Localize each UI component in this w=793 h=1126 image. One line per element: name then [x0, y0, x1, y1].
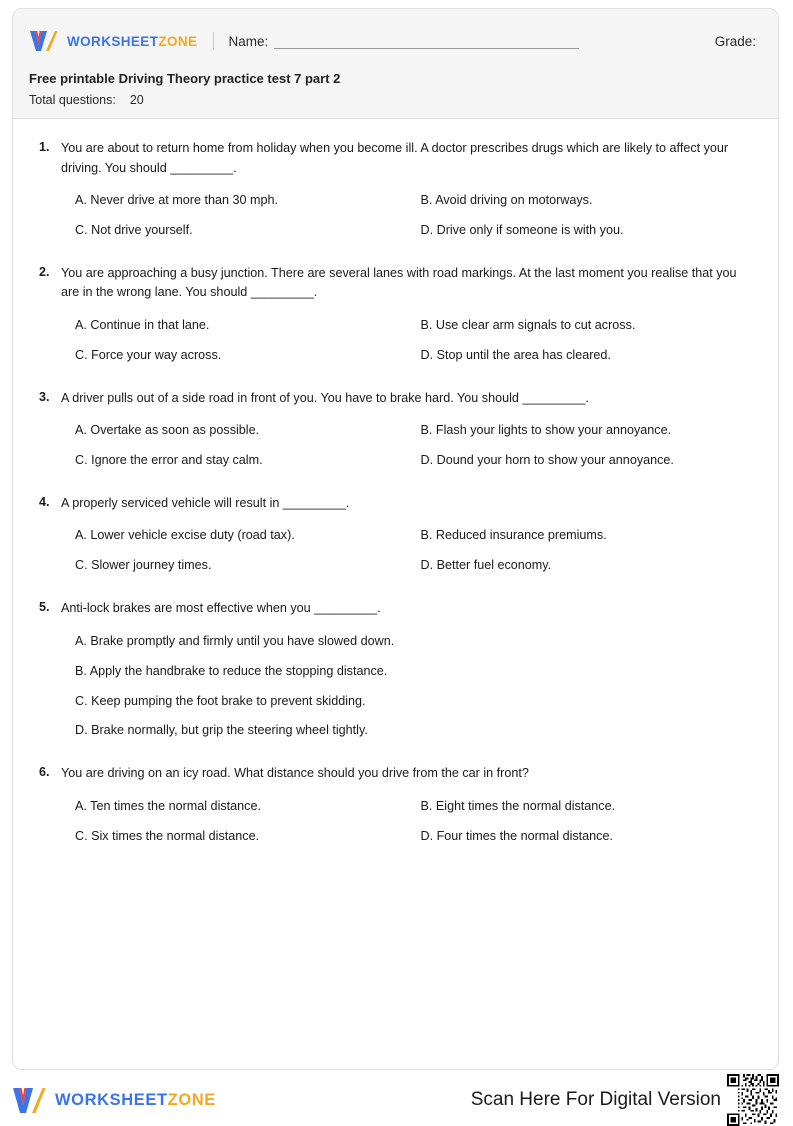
- question-content: [61, 764, 752, 851]
- question-number: 1.: [39, 140, 50, 154]
- option-a[interactable]: A. Never drive at more than 30 mph.: [75, 193, 278, 208]
- option-d[interactable]: D. Stop until the area has cleared.: [420, 347, 611, 362]
- total-questions-label: Total questions:: [29, 93, 116, 108]
- header-divider: [213, 32, 214, 50]
- question-stem: You are about to return home from holiday when you become ill. A doctor prescribes drugs which are likely to affect your driving. You should _________.: [61, 141, 729, 175]
- option-d[interactable]: D. Brake normally, but grip the steering wheel tightly.: [75, 723, 368, 738]
- option-c[interactable]: C. Force your way across.: [75, 347, 222, 362]
- option-d[interactable]: D. Four times the normal distance.: [420, 828, 613, 843]
- worksheet-card: [12, 8, 779, 1070]
- option-b[interactable]: B. Apply the handbrake to reduce the stopping distance.: [75, 663, 388, 678]
- question-item: [39, 764, 752, 851]
- option-d[interactable]: D. Dound your horn to show your annoyance.: [420, 453, 674, 468]
- option-d[interactable]: D. Better fuel economy.: [420, 558, 552, 573]
- question-number: 2.: [39, 264, 50, 279]
- name-label: Name:: [228, 34, 269, 49]
- question-content: [61, 139, 752, 246]
- name-input[interactable]: [274, 33, 579, 49]
- header-meta: [13, 59, 778, 107]
- option-d[interactable]: D. Drive only if someone is with you.: [420, 222, 624, 237]
- question-content: [61, 389, 752, 476]
- footer-logo[interactable]: [12, 1087, 216, 1114]
- question-item: [39, 264, 752, 371]
- option-a[interactable]: A. Continue in that lane.: [75, 317, 210, 332]
- questions-list: [13, 119, 778, 852]
- option-a[interactable]: A. Overtake as soon as possible.: [75, 423, 260, 438]
- option-c[interactable]: C. Keep pumping the foot brake to prevent skidding.: [75, 693, 366, 708]
- option-c[interactable]: C. Not drive yourself.: [75, 222, 193, 237]
- grade-label: Grade:: [714, 34, 756, 49]
- worksheet-zone-logo-icon: [29, 30, 59, 52]
- option-b[interactable]: B. Avoid driving on motorways.: [420, 193, 593, 208]
- question-number: 6.: [39, 765, 50, 780]
- question-stem: You are approaching a busy junction. There are several lanes with road markings. At the last moment you realise that you are in the wrong lane. You should _________.: [61, 265, 737, 300]
- logo-wordmark: [67, 34, 197, 49]
- page-title: Free printable Driving Theory practice test 7 part 2: [29, 71, 341, 86]
- question-item: [39, 494, 752, 581]
- name-field-group: [228, 33, 686, 49]
- scan-here-label: Scan Here For Digital Version: [470, 1089, 721, 1110]
- qr-code-icon[interactable]: [727, 1074, 779, 1126]
- question-content: [61, 599, 752, 746]
- question-stem: A driver pulls out of a side road in front of you. You have to brake hard. You should _________.: [61, 390, 589, 405]
- footer-logo-text-zone: ZONE: [167, 1090, 216, 1109]
- logo-text-worksheet: WORKSHEET: [67, 33, 159, 49]
- question-number: 5.: [39, 600, 50, 615]
- question-number: 4.: [39, 494, 50, 509]
- option-b[interactable]: B. Use clear arm signals to cut across.: [420, 317, 636, 332]
- option-a[interactable]: A. Ten times the normal distance.: [75, 798, 261, 813]
- option-a[interactable]: A. Lower vehicle excise duty (road tax).: [75, 528, 295, 543]
- total-questions-value: 20: [129, 93, 144, 108]
- total-questions-row: [29, 93, 762, 107]
- option-c[interactable]: C. Ignore the error and stay calm.: [75, 453, 263, 468]
- option-b[interactable]: B. Reduced insurance premiums.: [420, 528, 607, 543]
- grade-field-group: [715, 33, 762, 49]
- options-group: [61, 627, 752, 747]
- header-top-row: [13, 9, 778, 59]
- footer-logo-wordmark: [55, 1091, 216, 1110]
- option-c[interactable]: C. Six times the normal distance.: [75, 828, 260, 843]
- options-group: [61, 311, 752, 371]
- page-footer: [12, 1080, 779, 1120]
- question-item: [39, 599, 752, 746]
- options-group: [61, 186, 752, 246]
- options-group: [61, 521, 752, 581]
- worksheet-header: [13, 9, 778, 119]
- question-item: [39, 139, 752, 246]
- question-content: [61, 494, 752, 581]
- footer-scan-group: [471, 1074, 779, 1126]
- question-item: [39, 389, 752, 476]
- option-b[interactable]: B. Eight times the normal distance.: [420, 798, 616, 813]
- question-stem: Anti-lock brakes are most effective when you _________.: [61, 601, 381, 616]
- footer-logo-text-worksheet: WORKSHEET: [55, 1090, 168, 1109]
- question-stem: You are driving on an icy road. What distance should you drive from the car in front?: [61, 766, 529, 781]
- options-group: [61, 792, 752, 852]
- logo-text-zone: ZONE: [158, 33, 198, 49]
- question-stem: A properly serviced vehicle will result in _________.: [61, 495, 350, 510]
- question-content: [61, 264, 752, 371]
- option-a[interactable]: A. Brake promptly and firmly until you have slowed down.: [75, 633, 395, 648]
- question-number: 3.: [39, 389, 50, 404]
- worksheet-zone-logo-icon: [12, 1087, 46, 1114]
- options-group: [61, 416, 752, 476]
- option-c[interactable]: C. Slower journey times.: [75, 558, 212, 573]
- option-b[interactable]: B. Flash your lights to show your annoyance.: [420, 423, 672, 438]
